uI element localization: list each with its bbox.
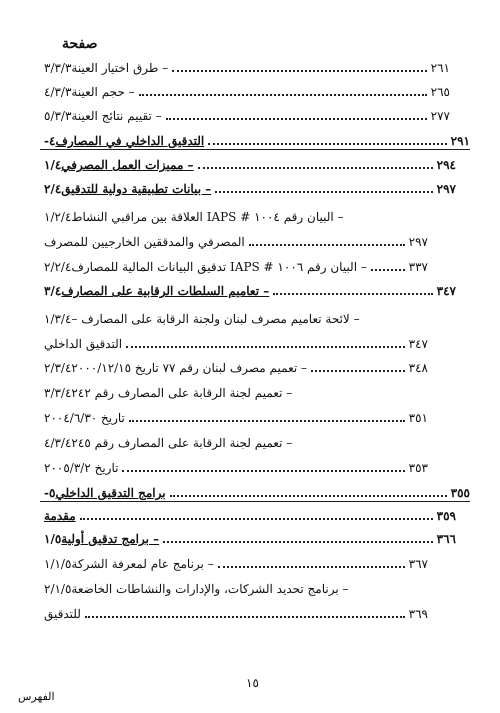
toc-entry-title: المصرفي والمدققين الخارجيين للمصرف (44, 235, 245, 249)
toc-entry-page: ٣٦٧ (408, 557, 428, 571)
footer-section-title: الفهرس (18, 690, 55, 703)
toc-entry (40, 332, 470, 352)
toc-entry-title: – تقييم نتائج العينة (71, 109, 162, 123)
dot-leader (166, 118, 427, 120)
toc-entry-title: تاريخ ٢٠٠٥/٣/٢ (44, 461, 119, 475)
toc-entry (40, 381, 470, 401)
toc-entry-number: ١/٥ (44, 532, 62, 546)
toc-entry-page: ٣٥٣ (408, 461, 428, 475)
toc-entry (40, 255, 470, 275)
toc-entry-page: ٣٦٦ (436, 532, 456, 546)
page-column-header: صفحة (62, 36, 98, 52)
toc-entry (40, 481, 470, 501)
section-divider (40, 501, 470, 502)
toc-entry-number: ١/٤ (44, 158, 62, 172)
toc-entry-title: – بيانات تطبيقية دولية للتدقيق (61, 182, 212, 196)
toc-entry (40, 129, 470, 149)
toc-entry-page: ٣٥٥ (450, 486, 470, 500)
toc-entry (40, 205, 470, 225)
toc-entry-number: ٣/٣/٤ (44, 386, 72, 400)
toc-entry-title: مقدمة (44, 509, 76, 523)
toc-entry-number: ٢/٢/٤ (44, 260, 72, 274)
toc-entry (40, 406, 470, 426)
toc-entry (40, 56, 470, 76)
dot-leader (208, 143, 446, 145)
toc-entry-title: – برامج تدقيق أولية (61, 532, 160, 546)
toc-entry-page: ٣٤٨ (408, 361, 428, 375)
toc-entry (40, 230, 470, 250)
toc-entry-page: ٣٦٩ (408, 607, 428, 621)
toc-entry-title: التدقيق الداخلي في المصارف (55, 134, 205, 148)
toc-entry-page: ٣٥٩ (436, 509, 456, 523)
toc-entry-title: التدقيق الداخلي (44, 337, 123, 351)
toc-entry-page: ٣٣٧ (408, 260, 428, 274)
toc-entry-number: ٣/٣/٣ (44, 61, 72, 75)
dot-leader (273, 293, 432, 295)
toc-entry (40, 577, 470, 597)
toc-entry (40, 527, 470, 547)
dot-leader (172, 70, 426, 72)
dot-leader (215, 191, 432, 193)
toc-entry-title: – برنامج عام لمعرفة الشركة (71, 557, 214, 571)
dot-leader (126, 346, 405, 348)
toc-entry-title: برامج التدقيق الداخلي (55, 486, 166, 500)
toc-entry (40, 104, 470, 124)
dot-leader (311, 370, 405, 372)
toc-entry-title: – تعميم لجنة الرقابة على المصارف رقم ٢٤٢ (71, 386, 293, 400)
page-number: ١٥ (246, 676, 259, 690)
toc-entry (40, 552, 470, 572)
toc-entry-number: ١/١/٥ (44, 557, 72, 571)
dot-leader (218, 566, 405, 568)
dot-leader (249, 244, 405, 246)
toc-entry-number: ١/٣/٤ (44, 312, 72, 326)
toc-entry-page: ٣٤٧ (408, 337, 428, 351)
toc-entry-title: – مميزات العمل المصرفي (61, 158, 194, 172)
toc-entry-page: ٢٩٧ (436, 182, 456, 196)
toc-entry-title: تاريخ ٢٠٠٤/٦/٣٠ (44, 411, 125, 425)
section-divider (40, 149, 470, 150)
toc-entry-page: ٣٤٧ (436, 284, 456, 298)
toc-entry-title: للتدقيق (44, 607, 81, 621)
toc-entry (40, 431, 470, 451)
dot-leader (198, 167, 433, 169)
toc-entry-number: ٥/٣/٣ (44, 109, 72, 123)
toc-entry-number: ٤/٣/٤ (44, 436, 72, 450)
toc-entry-page: ٢٦١ (430, 61, 450, 75)
toc-entry-title: – برنامج تحديد الشركات، والإدارات والنشاطات الخاضعة (71, 582, 349, 596)
toc-entry-number: ٥- (44, 486, 56, 500)
toc-entry-page: ٢٩١ (450, 134, 470, 148)
toc-entry-page: ٣٥١ (408, 411, 428, 425)
toc-entry (40, 177, 470, 197)
toc-entry (40, 307, 470, 327)
dot-leader (85, 616, 405, 618)
dot-leader (371, 269, 405, 271)
dot-leader (139, 94, 427, 96)
toc-entry-title: – تعاميم السلطات الرقابية على المصارف (61, 284, 270, 298)
toc-entry-page: ٢٦٥ (430, 85, 450, 99)
toc-entry (40, 602, 470, 622)
toc-entry-title: – تعميم مصرف لبنان رقم ٧٧ تاريخ ٢٠٠٠/١٢/١٥ (71, 361, 308, 375)
toc-entry-number: ٣/٤ (44, 284, 62, 298)
toc-entry-page: ٢٧٧ (430, 109, 450, 123)
toc-entry-title: – البيان رقم ١٠٠٤ # IAPS العلاقة بين مراقبي النشاط (71, 210, 344, 224)
dot-leader (170, 495, 447, 497)
toc-entry-number: ٤- (44, 134, 56, 148)
toc-entry-title: – لائحة تعاميم مصرف لبنان ولجنة الرقابة على المصارف – (71, 312, 360, 326)
toc-entry-number: ٢/٤ (44, 182, 62, 196)
toc-entry-number: ٤/٣/٣ (44, 85, 72, 99)
dot-leader (163, 541, 433, 543)
toc-entry (40, 356, 470, 376)
toc-entry-page: ٢٩٧ (408, 235, 428, 249)
toc-entry-title: – حجم العينة (71, 85, 135, 99)
toc-entry-title: – طرق اختيار العينة (71, 61, 169, 75)
toc-entry-title: – البيان رقم ١٠٠٦ # IAPS تدقيق البيانات المالية للمصارف (71, 260, 367, 274)
toc-entry (40, 153, 470, 173)
toc-entry (40, 80, 470, 100)
toc-entry (40, 456, 470, 476)
toc-entry-title: – تعميم لجنة الرقابة على المصارف رقم ٢٤٥ (71, 436, 293, 450)
toc-entry-number: ١/٢/٤ (44, 210, 72, 224)
dot-leader (129, 420, 405, 422)
toc-entry-page: ٢٩٤ (436, 158, 456, 172)
dot-leader (122, 470, 404, 472)
toc-entry (40, 279, 470, 299)
dot-leader (80, 518, 433, 520)
toc-entry (40, 504, 470, 524)
toc-entry-number: ٢/٣/٤ (44, 361, 72, 375)
toc-entry-number: ٢/١/٥ (44, 582, 72, 596)
